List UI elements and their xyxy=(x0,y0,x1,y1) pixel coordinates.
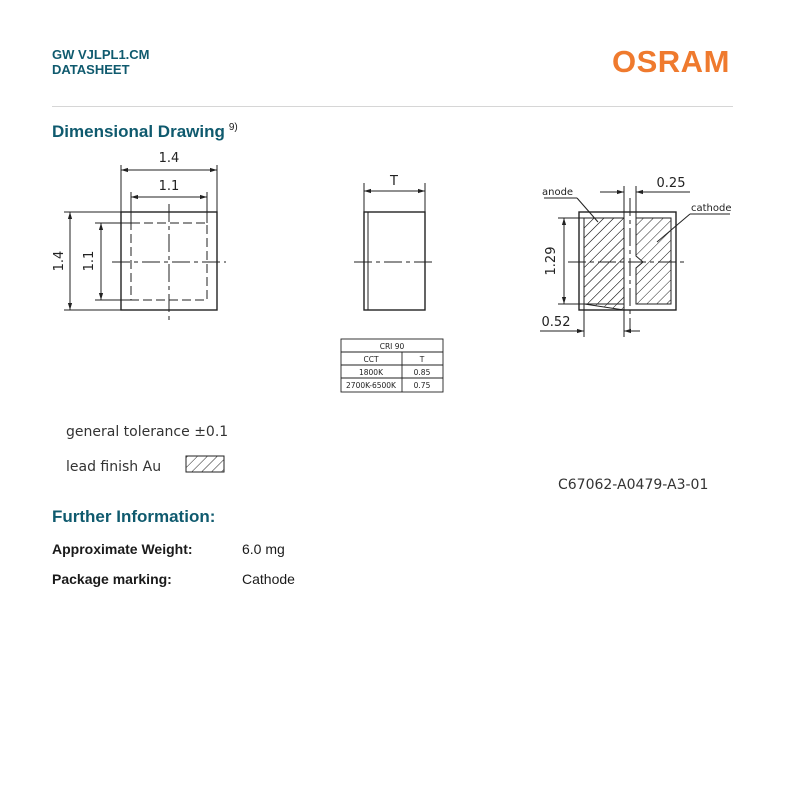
further-info-title: Further Information: xyxy=(52,507,216,526)
cathode-label: cathode xyxy=(691,203,732,214)
weight-value: 6.0 mg xyxy=(242,541,285,557)
cri-row-t: 0.75 xyxy=(413,381,431,390)
cri-row-cct: 1800K xyxy=(358,368,384,377)
pad-width-label: 0.52 xyxy=(541,315,571,330)
pad-height-label: 1.29 xyxy=(544,246,559,276)
marking-label: Package marking: xyxy=(52,571,172,587)
dimensional-drawing-heading: Dimensional Drawing xyxy=(52,122,225,141)
cathode-pad xyxy=(636,218,671,304)
cri-row-cct: 2700K-6500K xyxy=(346,381,396,390)
drawing-number: C67062-A0479-A3-01 xyxy=(558,477,709,493)
top-outer-width-label: 1.4 xyxy=(158,151,180,166)
top-inner-width-label: 1.1 xyxy=(158,179,180,194)
side-view xyxy=(354,183,433,310)
cri-table-title: CRI 90 xyxy=(379,342,405,351)
general-tolerance-note: general tolerance ±0.1 xyxy=(66,424,229,440)
cri-header-t: T xyxy=(419,355,425,364)
gap-label: 0.25 xyxy=(656,176,686,191)
weight-label: Approximate Weight: xyxy=(52,541,193,557)
product-name: GW VJLPL1.CM xyxy=(52,47,150,62)
cri-header-cct: CCT xyxy=(363,355,379,364)
cri-row-t: 0.85 xyxy=(413,368,431,377)
document-type: DATASHEET xyxy=(52,62,130,77)
top-view xyxy=(64,165,226,320)
top-outer-height-label: 1.4 xyxy=(52,250,67,272)
top-inner-height-label: 1.1 xyxy=(82,250,97,272)
osram-logo: OSRAM xyxy=(612,44,730,79)
marking-value: Cathode xyxy=(242,571,295,587)
side-thickness-label: T xyxy=(390,174,398,189)
anode-label: anode xyxy=(542,187,574,198)
footnote-marker: 9) xyxy=(228,122,238,133)
lead-finish-note: lead finish Au xyxy=(66,459,162,475)
lead-finish-swatch xyxy=(186,456,224,472)
anode-pad-outline xyxy=(584,218,624,304)
